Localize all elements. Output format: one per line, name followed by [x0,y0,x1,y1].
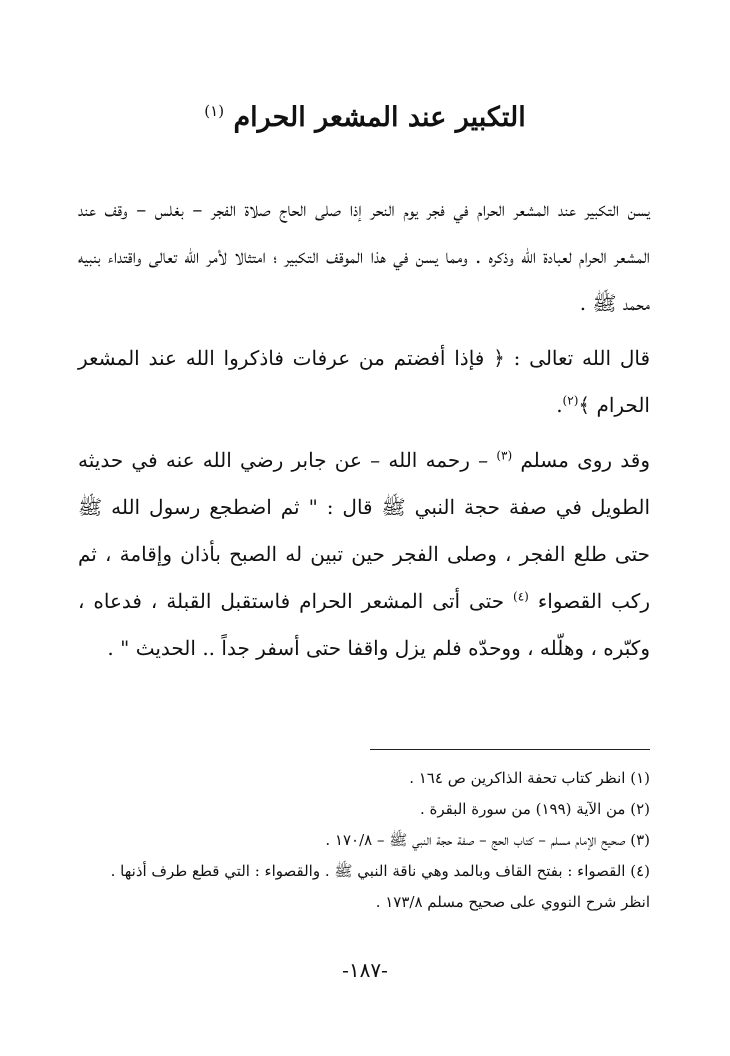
paragraph-3 [78,437,650,672]
paragraph-3-text-start: وقد روى مسلم [520,448,650,472]
page-number: -١٨٧- [342,958,388,982]
page-title [0,102,730,133]
footnote-ref-4: (٤) [513,589,529,604]
paragraph-2-end: . [556,393,563,417]
title-footnote-ref: (١) [204,102,225,121]
paragraph-3-text-middle: – رحمه الله – عن جابر رضي الله عنه في حديثه الطويل في صفة حجة النبي ﷺ قال : " ثم اضطجع رسول الله ﷺ حتى طلع الفجر ، وصلى الفجر حين تبين له الصبح بأذان وإقامة ، ثم ركب القصواء [78,448,650,613]
footnote-4: (٤) القصواء : بفتح القاف وبالمد وهي ناقة النبي ﷺ . والقصواء : التي قطع طرف أذنها . انظر شرح النووي على صحيح مسلم ١٧٣/٨ . [110,862,650,911]
paragraph-1 [78,186,650,327]
paragraph-1-text: يسن التكبير عند المشعر الحرام في فجر يوم النحر إذا صلى الحاج صلاة الفجر – بغلس – وقف عند المشعر الحرام لعبادة الله وذكره . ومما يسن في هذا الموقف التكبير ؛ امتثالا لأمر الله تعالى واقتداء بنبيه محمد ﷺ . [78,197,650,315]
body-text [78,186,650,672]
paragraph-2-text: قال الله تعالى : ﴿ فإذا أفضتم من عرفات فاذكروا الله عند المشعر الحرام ﴾ [78,346,650,417]
paragraph-2 [78,335,650,429]
paragraph-3-text-end: حتى أتى المشعر الحرام فاستقبل القبلة ، فدعاه ، وكبّره ، وهلّله ، ووحدّه فلم يزل واقفا حتى أسفر جداً .. الحديث " . [78,589,650,660]
footnote-3: (٣) صحيح الإمام مسلم – كتاب الحج – صفة حجة النبي ﷺ – ١٧٠/٨ . [325,831,650,849]
footnote-divider [370,749,650,750]
footnote-2: (٢) من الآية (١٩٩) من سورة البقرة . [419,800,650,818]
footnote-ref-3: (٣) [496,448,513,463]
footnote-ref-2: (٢) [562,393,579,408]
footnotes [78,763,650,918]
footnote-1: (١) انظر كتاب تحفة الذاكرين ص ١٦٤ . [409,769,650,787]
title-text: التكبير عند المشعر الحرام [233,102,526,134]
